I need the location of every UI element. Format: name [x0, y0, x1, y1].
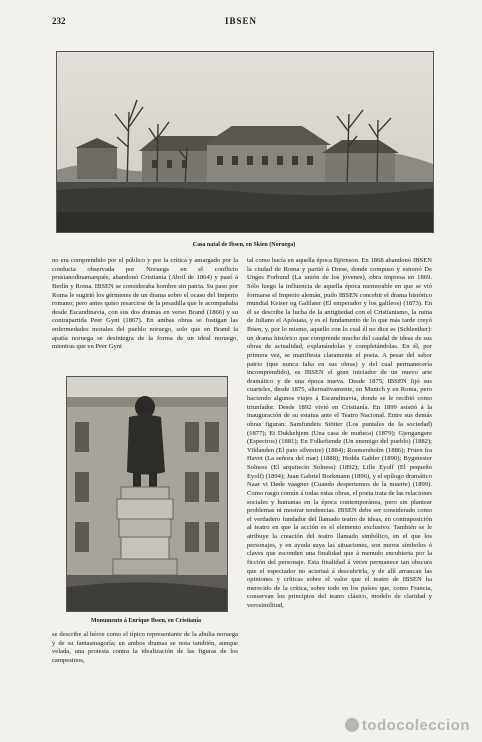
birthplace-photo [56, 51, 434, 233]
figure-caption: Monumento á Enrique Ibsen, en Cristianía [90, 618, 201, 624]
body-text-left-bottom: se describe al héroe como el típico representante de la abulia noruega y de su fantasmagoría; en ambos dramas se nota también, aunque velada, una protesta contra la idealización de las figuras de los campesinos, [52, 631, 238, 664]
body-text-right: tal como hacía en aquella época Björnson. En 1868 abandonó IBSEN la ciudad de Roma y partió á Drese, donde compuso y estrenó De Unges Forbund (La unión de los jóvenes), obra impresa en 1869. Sólo luego la influencia de aquella época memorable en que se vió formarse el Imperio alemán, pudo IBSEN concebir el drama histórico mundial Keiser og Galilæer (El emperador y los galileos) (1873). En él se describe la lucha de la antigüedad con el Cristianismo, la ruina de Juliano el Apóstata, y es el fundamento de lo que más tarde creyó Ibsen, y, por lo mismo, aquello con lo cual él no dice es (Schlenther): un drama histórico que comprende mucho del caudal de ideas de sus obras de actualidad, explanándolas y completándolas. En él, por primera vez, se manifiesta claramente el poeta. A pesar del sabor patrio (que nunca falta en sus obras) y del cual permanecería incomprendido), es IBSEN el gran iniciador de un nuevo arte dramático y de una época nueva. Desde 1875, IBSEN fijó sus cuarteles, desde 1875, alternativamente, en Munich y en Roma, pero haciendo algunos viajes á Escandinavia, donde se le recibió como triunfador. Desde 1892 vivió en Cristianía. En 1899 asistió á la inauguración de su estatua ante el Teatro Nacional. Entre sus demás obras figuran: Samfundets Stötter (Los puntales de la sociedad) (1877); Et Dukkehjem (Una casa de muñeca) (1879); Gjengangere (Espectros) (1881); En Folkefiende (Un enemigo del pueblo) (1882); Vildanden (El pato silvestre) (1884); Rosmersholm (1886); Fruen fra Havet (La señora del mar) (1888); Hedda Gabler (1890); Bygmester Solness (El arquitecto Solness) (1892); Lille Eyolf (El pequeño Eyolf) (1894); Juan Gabriel Borkmann (1896), y el epílogo dramático Naar vi Døde vaagner (Cuando despertemos de la muerte) (1899). Como rasgo común á todas estas obras, el poeta trata de las relaciones sociales y humanas en la época contemporánea, pero sin plantear problemas ni mostrar tendencias. IBSEN debe ser considerado como el verdadero fundador del llamado teatro de ideas, en contraposición al teatro en que la acción es el elemento exclusivo. También se le atribuye la creación del teatro llamado simbólico, en el que los personajes, y en ayuda suya las situaciones, son meros símbolos ó claves que esconden una finalidad que á menudo encubierta por la ficción del personaje. Esta finalidad á veces permanece tan obscura que el espectador no aciertaá á descubrirla, y de allí arrancan las opiniones y críticas sobre el valor que el teatro de IBSEN ha merecido de la crítica, sobre todo en los países que, como Francia, conservan los principios del teatro clásico, modelo de claridad y verosimilitud, [247, 257, 432, 609]
running-title: IBSEN [224, 16, 257, 26]
running-header [52, 16, 430, 30]
figure-caption: Casa natal de Ibsen, en Skien (Noruega) [192, 242, 296, 248]
watermark-logo-icon [345, 718, 359, 732]
monument-photo [66, 376, 228, 612]
body-text-left-top: no era comprendido por el público y por la crítica y amargado por la conducta observada por Noruega en el conflicto prusianodinamarqués, abandonó Cristianía (Abril de 1864) y pasó á Berlín y Roma. IBSEN se consideraba hombre sin patria. Su paso por Roma le sugirió los gérmenes de un drama sobre el ocaso del Imperio romano; pero antes quiso resarcirse de la pesadilla que le acompañaba desde Escandinavia, con sus dos dramas en verso Brand (1866) y su contrapartida Peer Gynt (1867). En ambas obras se fustigan las enfermedades morales del pueblo noruego, solo que en Brand la apatía noruega se desintegra de la forma de un ideal noruego, mientras que en Peer Gynt [52, 257, 238, 351]
watermark-text: todocoleccion [361, 717, 470, 734]
watermark [345, 717, 470, 734]
page-number: 232 [52, 16, 66, 26]
